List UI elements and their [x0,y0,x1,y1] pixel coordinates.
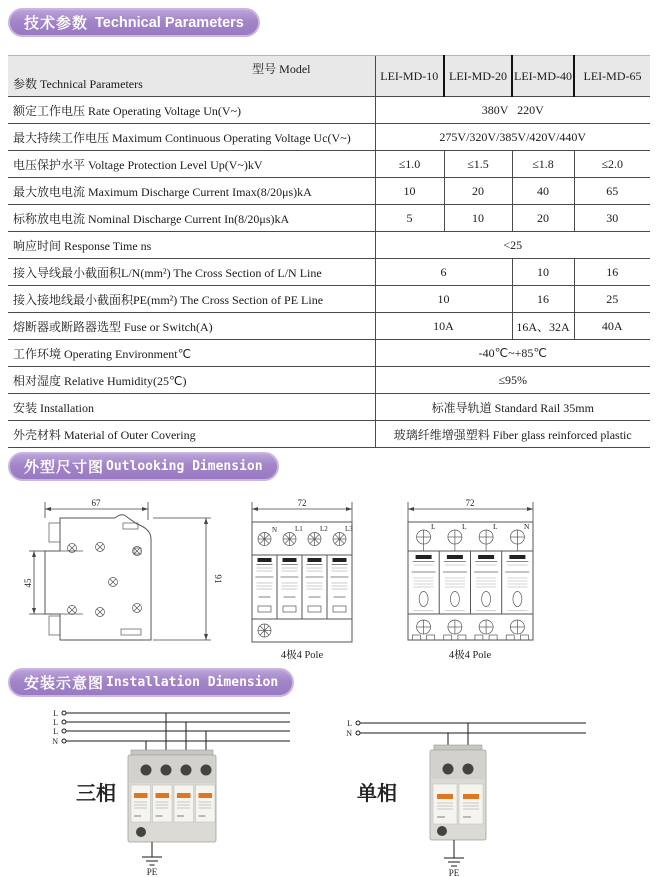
param-value: 6 [375,259,512,286]
param-label: 相对湿度 Relative Humidity(25℃) [8,367,375,394]
model-column-header: LEI-MD-20 [444,56,512,97]
param-value: 5 [375,205,444,232]
spd-device-2pole [430,745,486,840]
wire-label: L [53,718,58,727]
params-header-label: 参数 Technical Parameters [13,77,143,91]
param-label: 最大持续工作电压 Maximum Continuous Operating Voltage Uc(V~) [8,124,375,151]
pole-caption: 4极4 Pole [280,650,324,661]
banner-zh-label: 安装示意图 [24,675,105,692]
dim-72-label: 72 [297,498,307,508]
param-label: 最大放电电流 Maximum Discharge Current Imax(8/20μs)kA [8,178,375,205]
pe-label: PE [448,868,460,877]
param-value: -40℃~+85℃ [375,340,650,367]
table-row [8,151,650,178]
param-label: 额定工作电压 Rate Operating Voltage Un(V~) [8,97,375,124]
param-value: 16 [512,286,574,313]
param-label: 接入导线最小截面积L/N(mm²) The Cross Section of L/N Line [8,259,375,286]
wire-label: L [53,727,58,736]
table-corner-cell [8,56,375,97]
table-row [8,178,650,205]
spd-device-4pole [128,750,216,842]
param-value: 20 [444,178,512,205]
param-value: 10 [512,259,574,286]
outlooking-dimension-banner [8,452,279,481]
wire-label: L [53,709,58,718]
three-phase-wiring [52,709,290,755]
terminal-label: L [493,522,498,531]
param-value: 65 [574,178,650,205]
param-label: 熔断器或断路器选型 Fuse or Switch(A) [8,313,375,340]
param-value: 10 [375,178,444,205]
pole-caption: 4极4 Pole [448,650,492,661]
tech-params-table [8,55,650,448]
table-row [8,97,650,124]
installation-dimension-banner [8,668,294,697]
param-label: 电压保护水平 Voltage Protection Level Up(V~)kV [8,151,375,178]
banner-zh-label: 外型尺寸图 [24,459,105,476]
terminal-label: L [462,522,467,531]
table-row [8,340,650,367]
terminal-label: L1 [295,525,303,533]
param-label: 外壳材料 Material of Outer Covering [8,421,375,448]
table-header-row [8,56,650,97]
model-column-header: LEI-MD-40 [512,56,574,97]
terminal-screw-icons [258,533,346,546]
banner-en-label: Outlooking Dimension [106,459,263,474]
terminal-label: N [272,526,278,534]
screw-boss-icons [68,543,142,617]
bottom-screw-icon [258,624,271,637]
param-value: 380V 220V [375,97,650,124]
tech-params-banner [8,8,260,37]
table-row [8,124,650,151]
dim-72-label: 72 [465,498,475,508]
model-header-label: 型号 Model [252,62,311,76]
table-row [8,367,650,394]
dim-91-label: 91 [213,574,223,584]
param-label: 安装 Installation [8,394,375,421]
param-value: ≤2.0 [574,151,650,178]
table-row [8,232,650,259]
bottom-screw-icons [412,620,528,640]
param-value: 16A、32A [512,313,574,340]
wire-label: N [346,729,352,738]
wire-label: L [347,719,352,728]
installation-diagram [0,700,656,877]
param-value: 玻璃纤维增强塑料 Fiber glass reinforced plastic [375,421,650,448]
banner-zh-label: 技术参数 [24,15,89,32]
param-value: ≤1.0 [375,151,444,178]
param-value: ≤1.8 [512,151,574,178]
ground-symbol [444,840,464,877]
side-view-drawing [23,498,223,666]
param-value: 10A [375,313,512,340]
param-value: 10 [375,286,512,313]
terminal-label: L [431,522,436,531]
table-row [8,205,650,232]
table-row [8,313,650,340]
banner-en-label: Installation Dimension [106,675,279,690]
param-value: ≤1.5 [444,151,512,178]
three-phase-label: 三相 [76,783,116,805]
param-value: ≤95% [375,367,650,394]
ground-symbol [142,842,162,877]
param-value: <25 [375,232,650,259]
terminal-label: L3 [345,525,353,533]
dim-45-label: 45 [23,578,33,588]
param-value: 10 [444,205,512,232]
param-label: 接入接地线最小截面积PE(mm²) The Cross Section of PE Line [8,286,375,313]
table-row [8,421,650,448]
model-column-header: LEI-MD-10 [375,56,444,97]
param-value: 20 [512,205,574,232]
pe-label: PE [146,867,158,877]
front-view-4pole-a [245,498,363,670]
param-value: 标准导轨道 Standard Rail 35mm [375,394,650,421]
single-phase-label: 单相 [357,783,397,805]
model-column-header: LEI-MD-65 [574,56,650,97]
table-row [8,394,650,421]
terminal-label: L2 [320,525,328,533]
table-row [8,259,650,286]
front-view-4pole-b [403,498,538,670]
param-value: 30 [574,205,650,232]
param-value: 275V/320V/385V/420V/440V [375,124,650,151]
param-label: 标称放电电流 Nominal Discharge Current In(8/20μs)kA [8,205,375,232]
param-label: 工作环境 Operating Environment℃ [8,340,375,367]
terminal-screw-icons [417,530,525,551]
param-value: 16 [574,259,650,286]
banner-en-label: Technical Parameters [95,14,244,31]
wire-label: N [52,737,58,746]
terminal-label: N [524,522,530,531]
param-value: 25 [574,286,650,313]
param-value: 40A [574,313,650,340]
param-label: 响应时间 Response Time ns [8,232,375,259]
table-row [8,286,650,313]
param-value: 40 [512,178,574,205]
dim-67-label: 67 [91,498,101,508]
